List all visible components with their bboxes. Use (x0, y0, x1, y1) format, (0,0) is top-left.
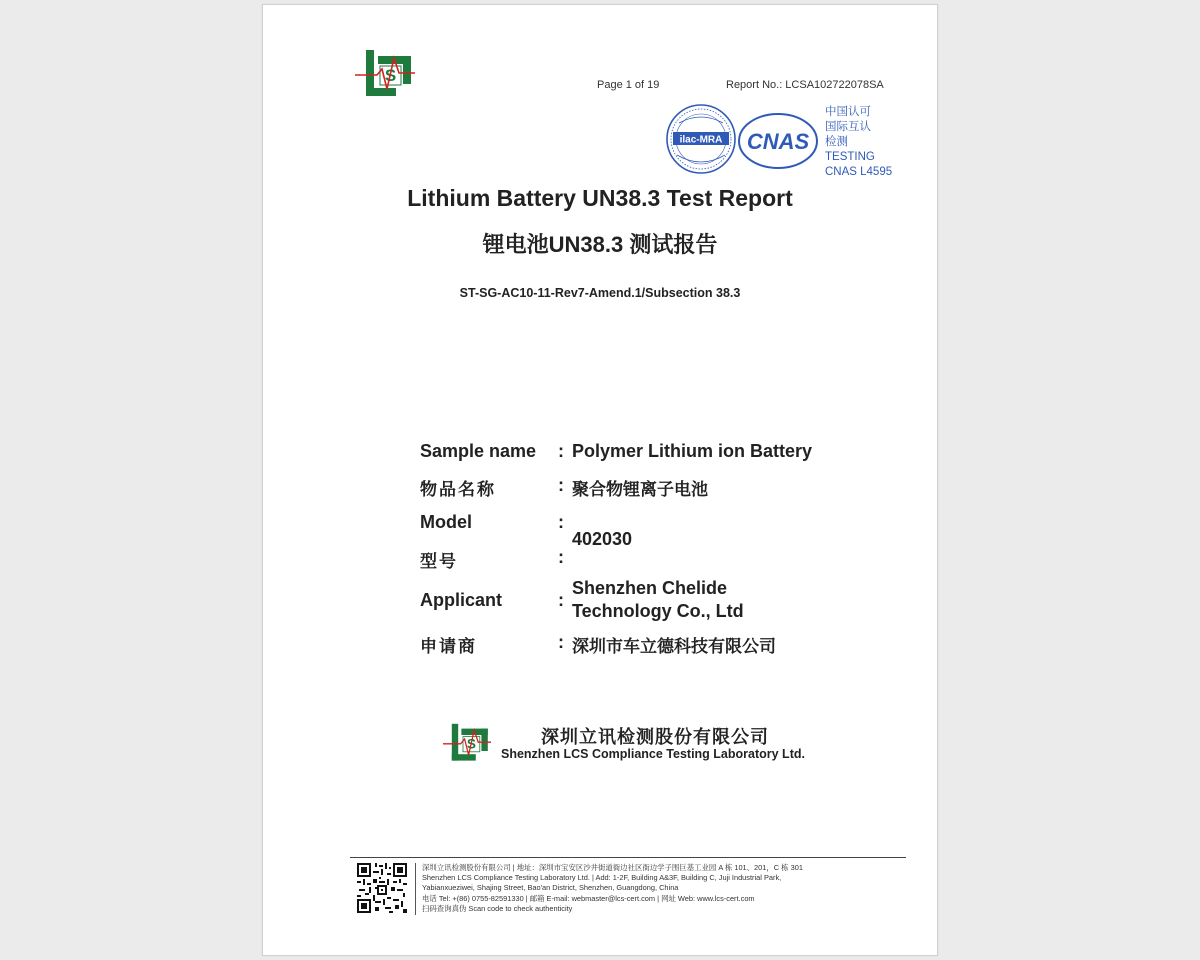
test-standard: ST-SG-AC10-11-Rev7-Amend.1/Subsection 38.3 (459, 286, 741, 300)
footer-divider (415, 863, 416, 915)
field-colon: : (558, 547, 564, 567)
cnas-logo-icon (737, 112, 819, 170)
report-number: Report No.: LCSA102722078SA (726, 79, 884, 91)
applicant-value-line1: Shenzhen Chelide (572, 578, 728, 598)
report-page (262, 4, 938, 956)
applicant-label: Applicant (420, 590, 503, 610)
field-colon: : (558, 632, 564, 652)
field-colon: : (558, 441, 564, 461)
applicant-value-cn: 深圳市车立德科技有限公司 (572, 637, 776, 656)
cnas-line: 国际互认 (825, 121, 871, 133)
field-colon: : (558, 590, 564, 610)
qr-code-icon (357, 863, 407, 913)
footer-line: 深圳立讯检测股份有限公司 | 地址：深圳市宝安区沙井街道衙边社区衙边学子围巨基工业园 A 栋 101、201，C 栋 301 (422, 863, 803, 872)
report-title-chinese: 锂电池UN38.3 测试报告 (482, 232, 718, 257)
report-title-english: Lithium Battery UN38.3 Test Report (407, 185, 793, 211)
model-label-cn: 型号 (420, 552, 458, 571)
sample-name-value-cn: 聚合物锂离子电池 (572, 480, 708, 499)
cnas-line: 检测 (825, 136, 848, 148)
cnas-line: 中国认可 (825, 106, 871, 118)
model-label: Model (420, 512, 472, 532)
cnas-line: CNAS L4595 (825, 166, 893, 178)
field-colon: : (558, 475, 564, 495)
ilac-mra-text: ilac-MRA (679, 134, 723, 146)
lcs-logo-small-icon (443, 723, 491, 763)
footer-line: 电话 Tel: +(86) 0755-82591330 | 邮箱 E-mail: webmaster@lcs-cert.com | 网址 Web: www.lcs-cert.com (422, 893, 755, 903)
field-colon: : (558, 512, 564, 532)
applicant-value-line2: Technology Co., Ltd (572, 601, 744, 621)
cnas-logo-text: CNAS (746, 129, 810, 154)
logo-letter: S (384, 66, 397, 85)
lab-name-chinese: 深圳立讯检测股份有限公司 (541, 727, 769, 747)
footer-rule (350, 857, 906, 858)
cnas-accreditation-text (825, 105, 892, 180)
page-number: Page 1 of 19 (597, 79, 660, 91)
sample-name-value: Polymer Lithium ion Battery (572, 441, 813, 461)
logo-letter: S (466, 736, 476, 752)
sample-name-label: Sample name (420, 441, 537, 461)
footer-line: 扫码查询真伪 Scan code to check authenticity (422, 903, 573, 913)
lcs-logo-icon (355, 49, 415, 99)
footer-contact-info (422, 863, 803, 914)
applicant-label-cn: 申请商 (420, 637, 477, 656)
cnas-line: TESTING (825, 151, 875, 163)
lab-name-english: Shenzhen LCS Compliance Testing Laboratory Ltd. (501, 747, 805, 761)
sample-name-label-cn: 物品名称 (420, 480, 496, 499)
footer-line: Yabianxueziwei, Shajing Street, Bao'an District, Shenzhen, Guangdong, China (422, 883, 679, 893)
model-value: 402030 (572, 529, 633, 549)
footer-line: Shenzhen LCS Compliance Testing Laboratory Ltd. | Add: 1-2F, Building A&3F, Building C, Juji Industrial Park, (422, 873, 782, 883)
ilac-mra-seal-icon (665, 103, 737, 175)
